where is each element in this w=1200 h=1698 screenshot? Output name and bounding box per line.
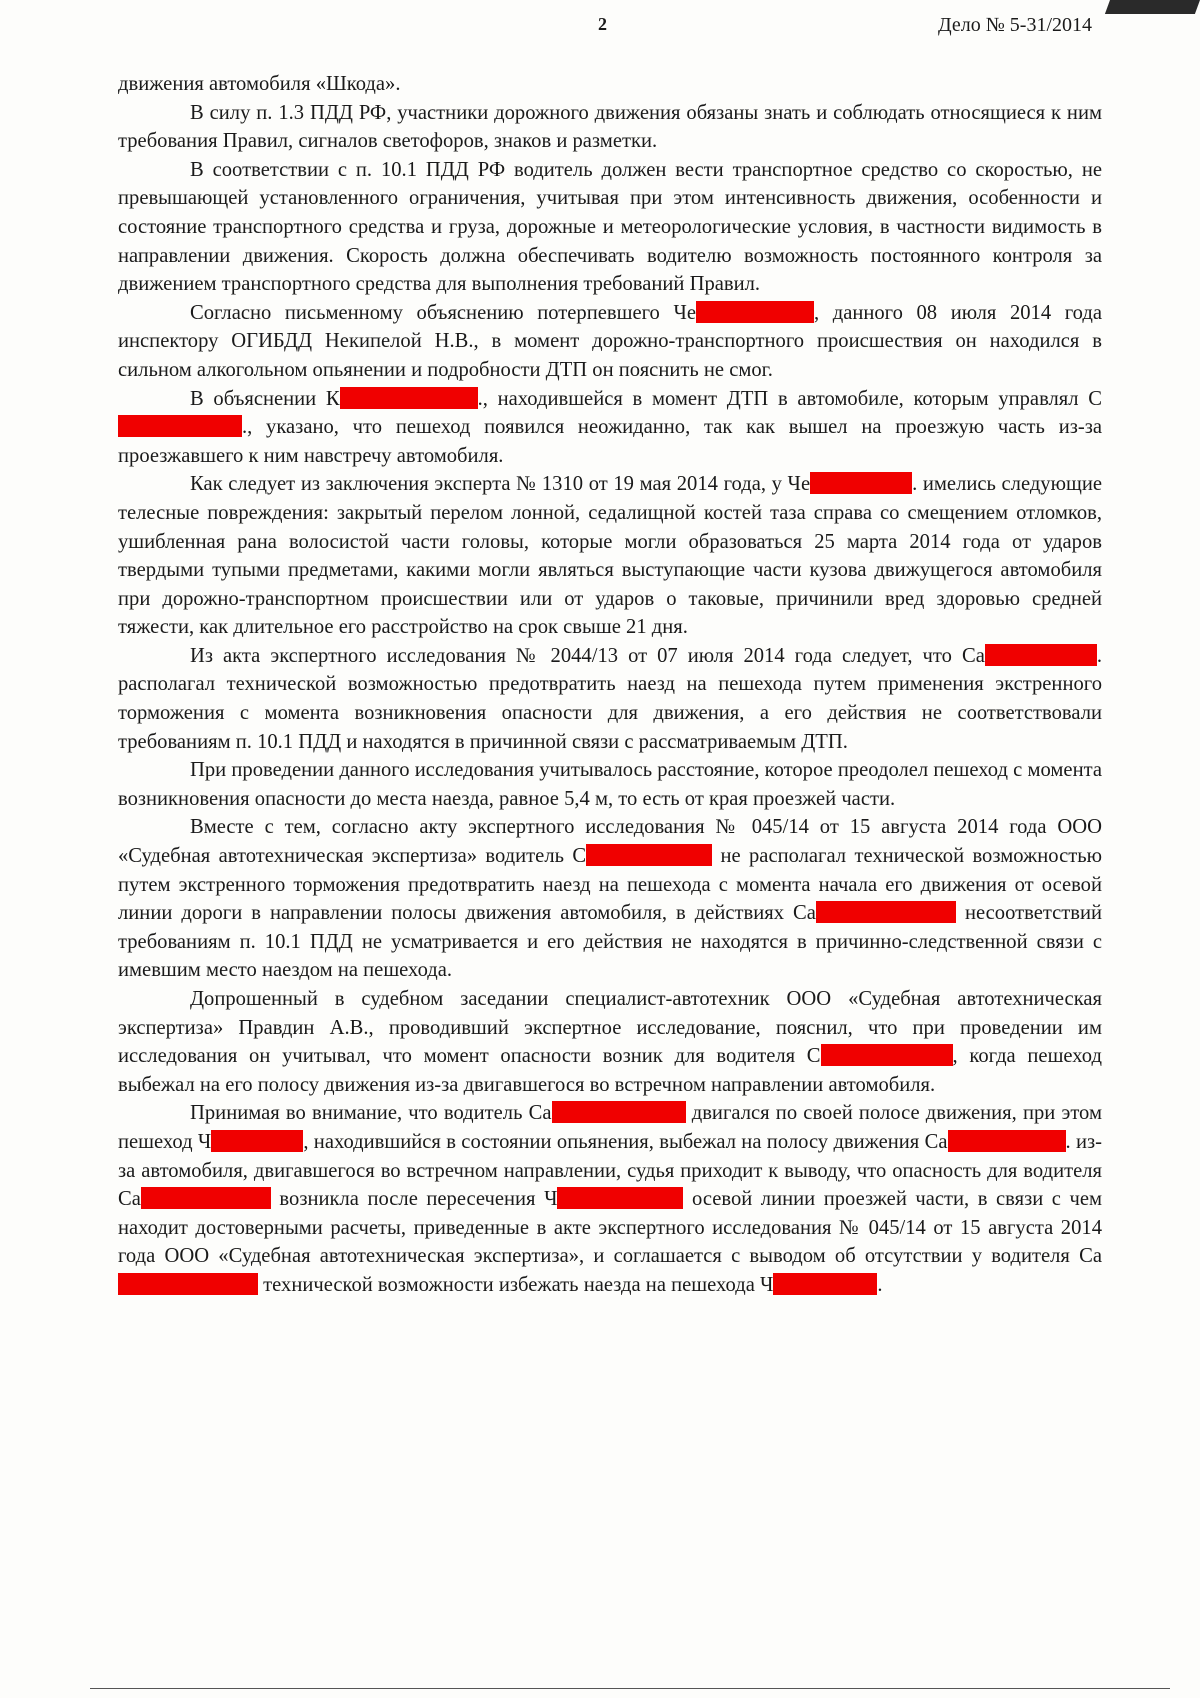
paragraph [118, 985, 1102, 1099]
text: , находившийся в состоянии опьянения, выбежал на полосу движения Са [303, 1130, 948, 1153]
text: двигался по своей полосе движения, при этом пешеход Ч [118, 1102, 1102, 1153]
case-number: Дело № 5-31/2014 [937, 14, 1092, 36]
text: . [877, 1273, 883, 1296]
text: Допрошенный в судебном заседании специалист-автотехник ООО «Судебная автотехническая экспертиза» Правдин А.В., проводивший экспертное исследование, пояснил, что при проведении им исследования он учитывал, что момент опасности возник для водителя С [118, 988, 1102, 1068]
redaction-block [948, 1130, 1066, 1152]
redaction-block [118, 1273, 258, 1295]
redaction-block [552, 1101, 686, 1123]
paragraph [118, 1099, 1102, 1299]
redaction-block [985, 644, 1097, 666]
paragraph [118, 756, 1102, 813]
redaction-block [816, 901, 956, 923]
text: Вместе с тем, согласно акту экспертного исследования № 045/14 от 15 августа 2014 года ООО «Судебная автотехническая экспертиза» водитель С [118, 816, 1102, 868]
paragraph [118, 156, 1102, 299]
redaction-block [340, 387, 478, 409]
scan-edge [1105, 0, 1200, 14]
text: В силу п. 1.3 ПДД РФ, участники дорожного движения обязаны знать и соблюдать относящиеся к ним требования Правил, сигналов светофоров, знаков и разметки. [118, 101, 1102, 153]
paragraph [118, 385, 1102, 471]
redaction-block [821, 1044, 953, 1066]
text: осевой линии проезжей части, в связи с чем находит достоверными расчеты, приведенные в акте экспертного исследования № 045/14 от 15 августа 2014 года ООО «Судебная автотехническая экспертиза», и соглашается с выводом об отсутствии у водителя Са [118, 1188, 1102, 1268]
redaction-block [118, 415, 242, 437]
text: технической возможности избежать наезда на пешехода Ч [258, 1273, 774, 1296]
page-number: 2 [598, 14, 607, 34]
text: , данного 08 июля 2014 года инспектору ОГИБДД Некипелой Н.В., в момент дорожно-транспортного происшествия он находился в сильном алкогольном опьянении и подробности ДТП он пояснить не смог. [118, 301, 1102, 381]
text: , когда пешеход выбежал на его полосу движения из-за двигавшегося во встречном направлении автомобиля. [118, 1045, 1102, 1096]
redaction-block [696, 301, 814, 323]
redaction-block [810, 472, 912, 494]
text: Принимая во внимание, что водитель Са [190, 1102, 552, 1125]
paragraph [118, 70, 1102, 99]
text: При проведении данного исследования учитывалось расстояние, которое преодолел пешеход с момента возникновения опасности до места наезда, равное 5,4 м, то есть от края проезжей части. [118, 759, 1102, 810]
paragraph [118, 99, 1102, 156]
redaction-block [773, 1273, 877, 1295]
text: Как следует из заключения эксперта № 1310 от 19 мая 2014 года, у Че [190, 473, 811, 496]
redaction-block [141, 1187, 271, 1209]
text: . из-за автомобиля, двигавшегося во встречном направлении, судья приходит к выводу, что опасность для водителя Са [118, 1130, 1102, 1211]
redaction-block [557, 1187, 683, 1209]
paragraph [118, 299, 1102, 385]
text: движения автомобиля «Шкода». [118, 73, 401, 95]
text: Из акта экспертного исследования № 2044/13 от 07 июля 2014 года следует, что Са [190, 644, 985, 667]
paragraph [118, 470, 1102, 642]
text: ., указано, что пешеход появился неожиданно, так как вышел на проезжую часть из-за проезжавшего к ним навстречу автомобиля. [118, 416, 1102, 467]
text: не располагал технической возможностью путем экстренного торможения предотвратить наезд на пешехода с момента начала его движения от осевой линии дороги в направлении полосы движения автомобиля, в действиях Са [118, 845, 1102, 925]
paragraph [118, 813, 1102, 985]
text: . имелись следующие телесные повреждения: закрытый перелом лонной, седалищной костей таза справа со смещением отломков, ушибленная рана волосистой части головы, которые могли образоваться 25 марта 2014 года от ударов твердыми тупыми предметами, какими могли являться выступающие части кузова движущегося автомобиля при дорожно-транспортном происшествии или от ударов о таковые, причинили вред здоровью средней тяжести, как длительное его расстройство на срок свыше 21 дня. [118, 473, 1103, 639]
text: В объяснении К [190, 387, 340, 410]
text: несоответствий требованиям п. 10.1 ПДД не усматривается и его действия не находятся в причинно-следственной связи с имевшим место наездом на пешехода. [118, 902, 1102, 982]
text: ., находившейся в момент ДТП в автомобиле, которым управлял С [477, 387, 1102, 410]
paragraph [118, 642, 1102, 756]
redaction-block [211, 1130, 303, 1152]
text: . располагал технической возможностью предотвратить наезд на пешехода путем применения экстренного торможения с момента возникновения опасности для движения, а его действия не соответствовали требованиям п. 10.1 ПДД и находятся в причинной связи с рассматриваемым ДТП. [118, 644, 1102, 753]
document-body [118, 70, 1102, 1300]
scan-footer-line [90, 1688, 1170, 1689]
text: Согласно письменному объяснению потерпевшего Че [190, 301, 696, 324]
text: возникла после пересечения Ч [270, 1188, 558, 1211]
redaction-block [586, 844, 712, 866]
text: В соответствии с п. 10.1 ПДД РФ водитель должен вести транспортное средство со скоростью, не превышающей установленного ограничения, учитывая при этом интенсивность движения, особенности и состояние транспортного средства и груза, дорожные и метеорологические условия, в частности видимость в направлении движения. Скорость должна обеспечивать водителю возможность постоянного контроля за движением транспортного средства для выполнения требований Правил. [118, 158, 1102, 296]
